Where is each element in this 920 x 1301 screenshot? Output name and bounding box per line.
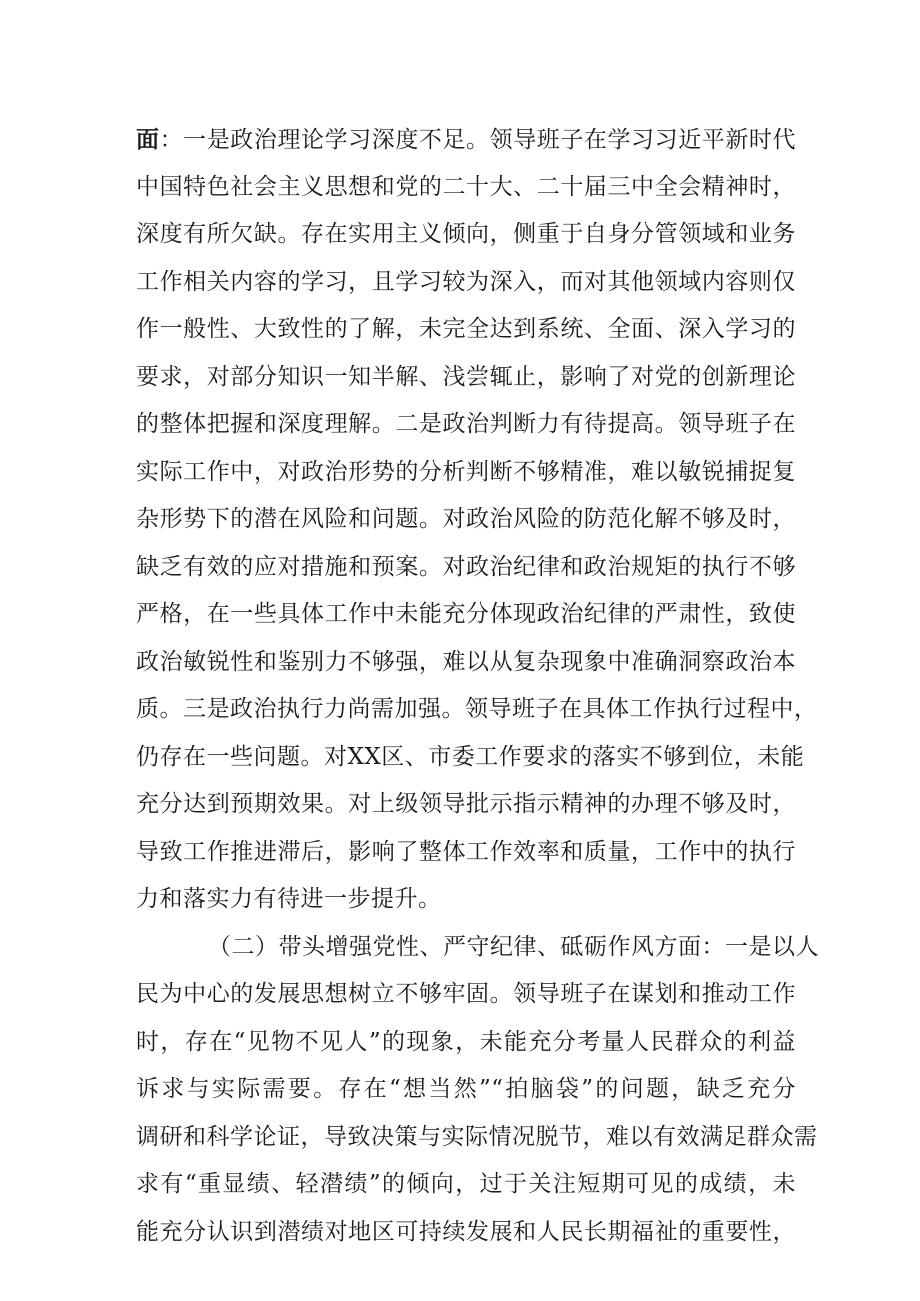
paragraph-1-lead: 面: [136, 126, 160, 153]
paragraph-2-line-7: 能充分认识到潜绩对地区可持续发展和人民长期福祉的重要性，: [136, 1218, 796, 1245]
paragraph-1-line-11: 严格，在一些具体工作中未能充分体现政治纪律的严肃性，致使: [136, 601, 796, 627]
paragraph-1-line-16: 导致工作推进滞后，影响了整体工作效率和质量，工作中的执行: [136, 838, 796, 865]
paragraph-1-line-8: 实际工作中，对政治形势的分析判断不够精准，难以敏锐捕捉复: [136, 458, 796, 485]
paragraph-2-line-1: （二）带头增强党性、严守纪律、砥砺作风方面：一是以人: [208, 933, 819, 960]
paragraph-2-line-6: 求有“重显绩、轻潜绩”的倾向，过于关注短期可见的成绩，未: [136, 1171, 796, 1197]
paragraph-1-line-17: 力和落实力有待进一步提升。: [136, 886, 442, 912]
paragraph-1-line-7: 的整体把握和深度理解。二是政治判断力有待提高。领导班子在: [136, 411, 796, 437]
paragraph-1-line-14: 仍存在一些问题。对XX区、市委工作要求的落实不够到位，未能: [136, 743, 805, 770]
paragraph-2-line-4: 诉求与实际需要。存在“想当然”“拍脑袋”的问题，缺乏充分: [136, 1076, 796, 1102]
paragraph-1-line-2: 中国特色社会主义思想和党的二十大、二十届三中全会精神时，: [136, 173, 796, 200]
paragraph-1-line-5: 作一般性、大致性的了解，未完全达到系统、全面、深入学习的: [136, 316, 796, 342]
paragraph-1-line-9: 杂形势下的潜在风险和问题。对政治风险的防范化解不够及时，: [136, 506, 796, 532]
paragraph-1-line-3: 深度有所欠缺。存在实用主义倾向，侧重于自身分管领域和业务: [136, 221, 796, 247]
paragraph-1-line-6: 要求，对部分知识一知半解、浅尝辄止，影响了对党的创新理论: [136, 363, 796, 390]
paragraph-1-line-4: 工作相关内容的学习，且学习较为深入，而对其他领域内容则仅: [136, 268, 796, 295]
paragraph-2-line-3: 时，存在“见物不见人”的现象，未能充分考量人民群众的利益: [136, 1028, 796, 1055]
document-body: [136, 116, 819, 1256]
paragraph-1-line-1-text: ：一是政治理论学习深度不足。领导班子在学习习近平新时代: [159, 127, 797, 153]
paragraph-1-line-12: 政治敏锐性和鉴别力不够强，难以从复杂现象中准确洞察政治本: [136, 648, 796, 675]
paragraph-1-line-13: 质。三是政治执行力尚需加强。领导班子在具体工作执行过程中，: [136, 696, 818, 722]
paragraph-1-line-1: [136, 116, 796, 164]
paragraph-1-line-15: 充分达到预期效果。对上级领导批示指示精神的办理不够及时，: [136, 791, 796, 817]
paragraph-2-line-5: 调研和科学论证，导致决策与实际情况脱节，难以有效满足群众需: [136, 1123, 818, 1150]
paragraph-2-line-2: 民为中心的发展思想树立不够牢固。领导班子在谋划和推动工作: [136, 981, 796, 1007]
paragraph-1-line-10: 缺乏有效的应对措施和预案。对政治纪律和政治规矩的执行不够: [136, 553, 796, 580]
